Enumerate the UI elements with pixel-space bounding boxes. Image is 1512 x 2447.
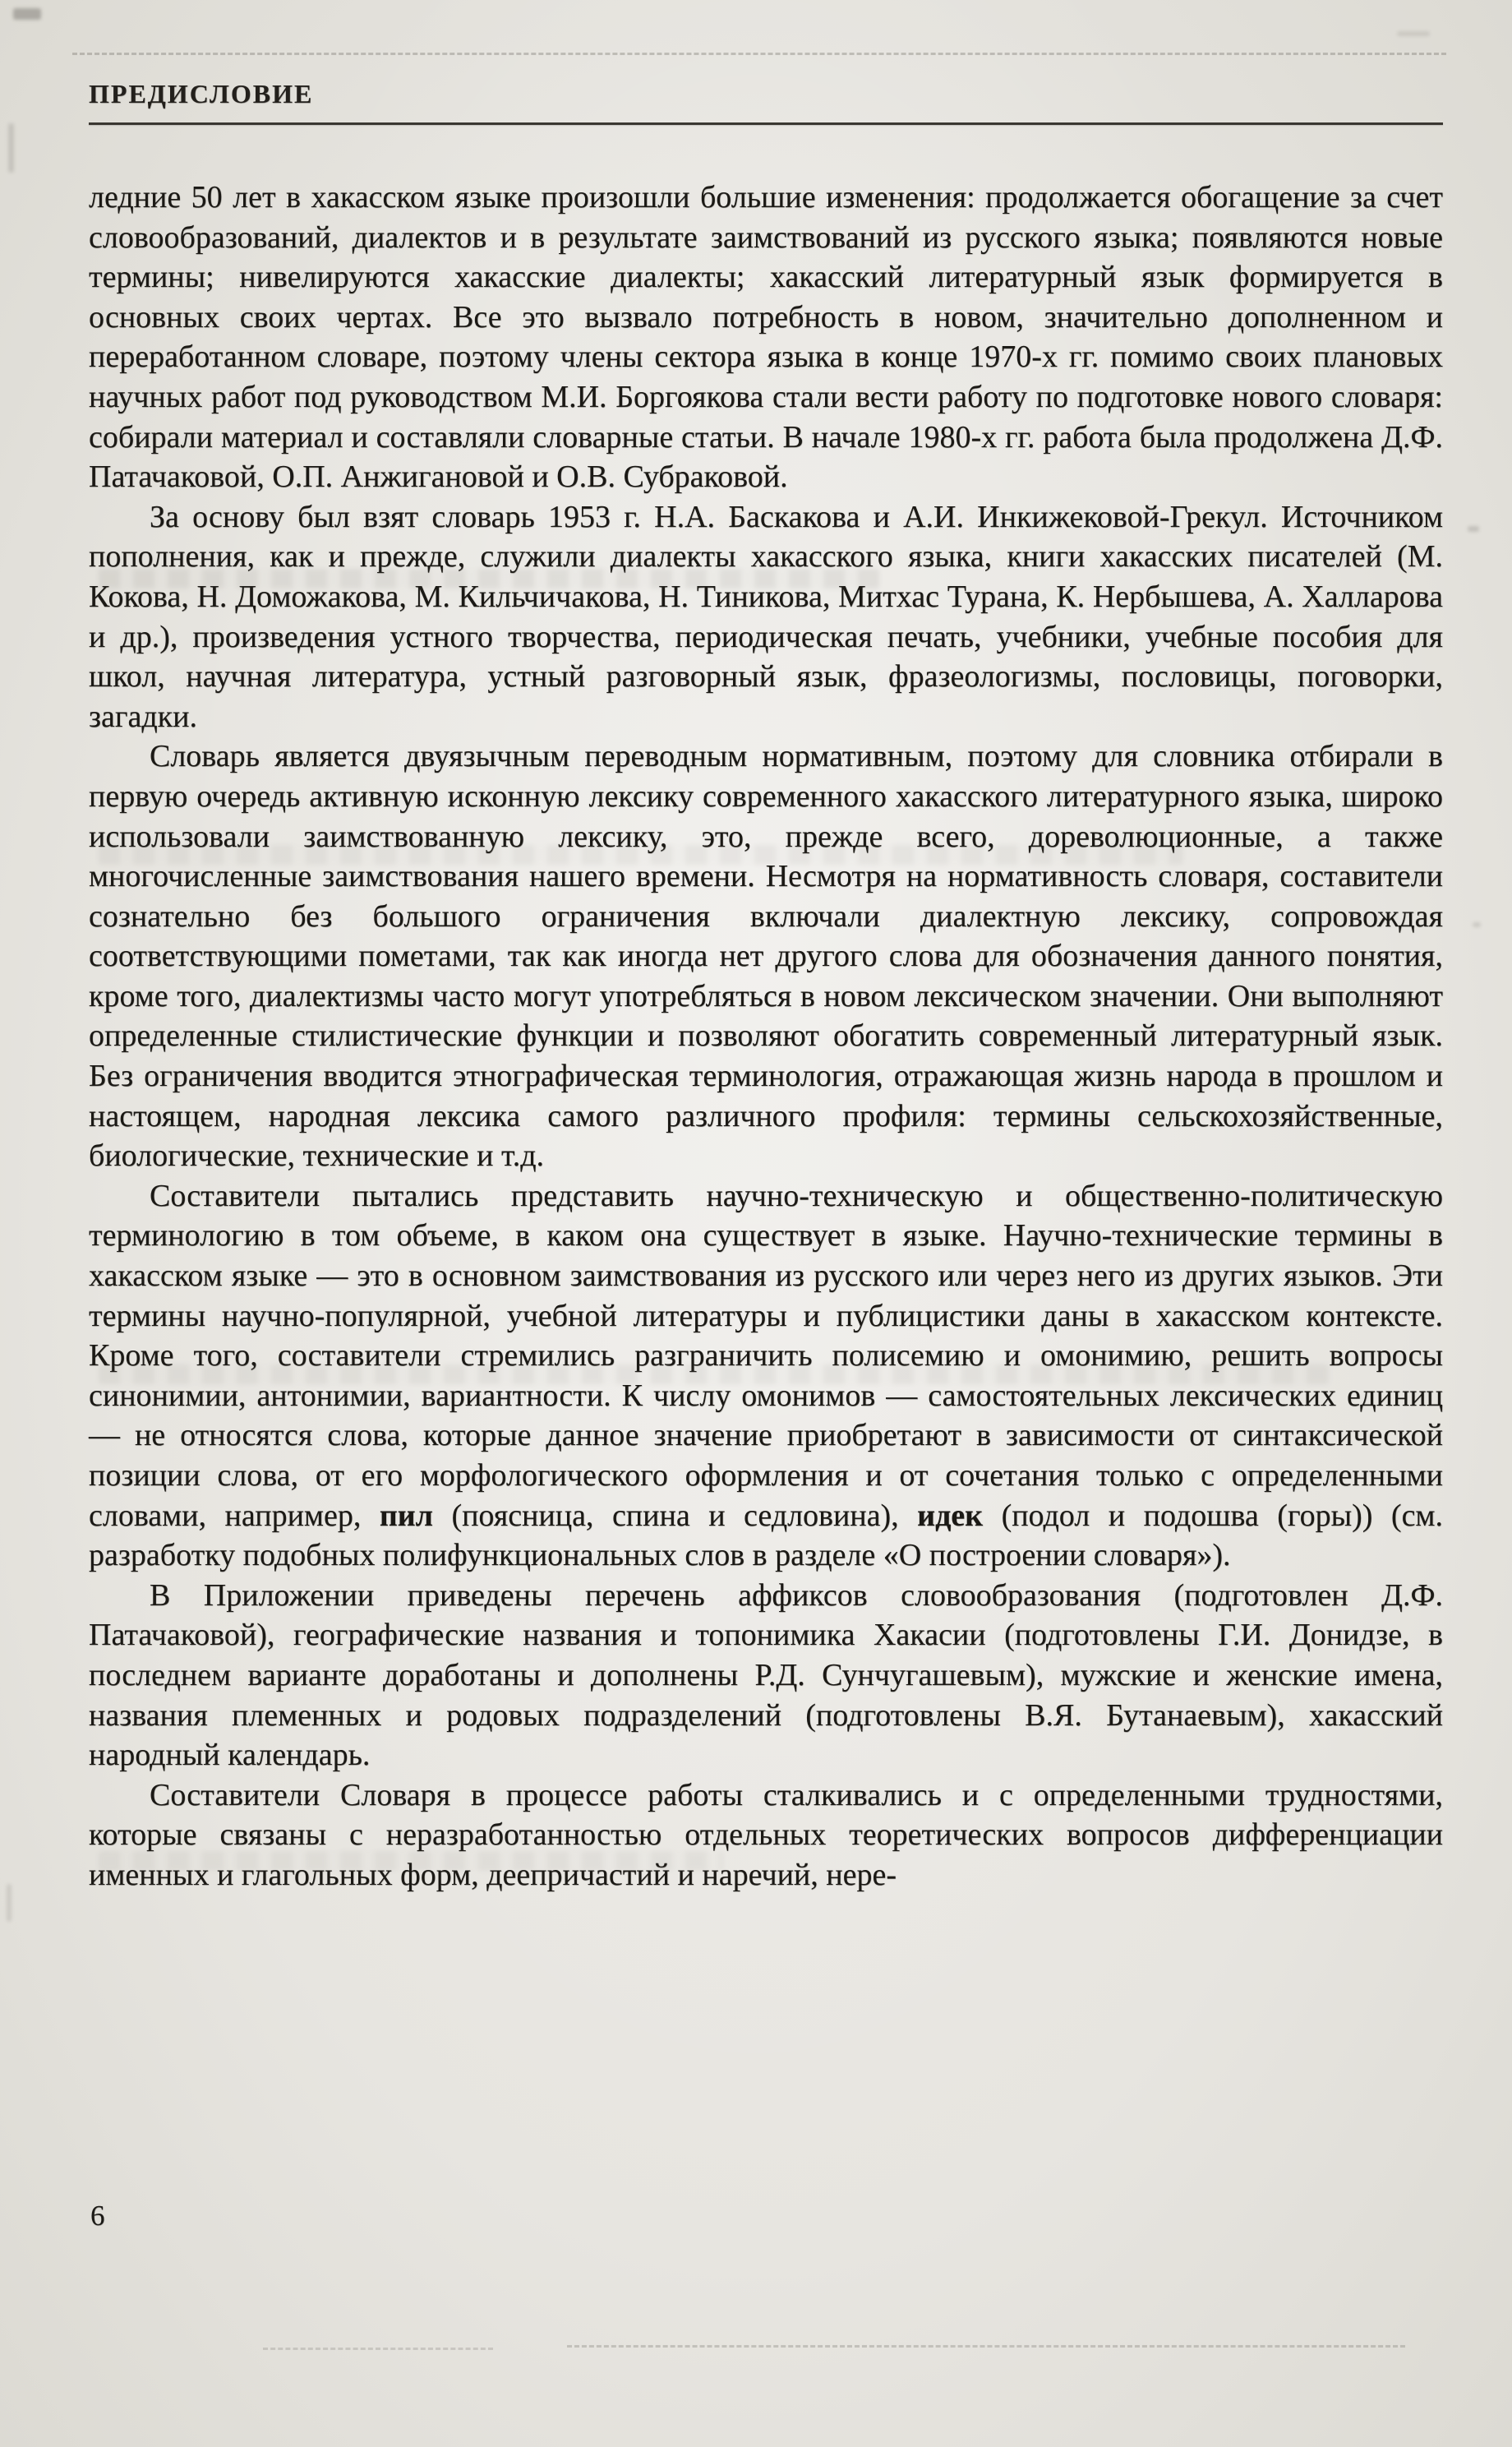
text-segment: Составители пытались представить научно-техническую и общественно-политическую терминологию в том объеме, в каком она существует в языке. Научно-технические термины в хакасском языке — это в основном заимствования из русского или через него из других языков. Эти термины научно-популярной, учебной литературы и публицистики даны в хакасском контексте. Кроме того, составители стремились разграничить полисемию и омонимию, решить вопросы синонимии, антонимии, вариантности. К числу омонимов — самостоятельных лексических единиц — не относятся слова, которые данное значение приобретают в зависимости от синтаксической позиции слова, от его морфологического оформления и от сочетания только с определенными словами, например,	[89, 1178, 1443, 1533]
text-segment: ледние 50 лет в хакасском языке произошли большие изменения: продолжается обогащение за счет словообразований, диалектов и в результате заимствований из русского языка; появляются новые термины; нивелируются хакасские диалекты; хакасский литературный язык формируется в основных своих чертах. Все это вызвало потребность в новом, значительно дополненном и переработанном словаре, поэтому члены сектора языка в конце 1970-х гг. помимо своих плановых научных работ под руководством М.И. Боргоякова стали вести работу по подготовке нового словаря: собирали материал и составляли словарные статьи. В начале 1980-х гг. работа была продолжена Д.Ф. Патачаковой, О.П. Анжигановой и О.В. Субраковой.	[89, 180, 1443, 495]
text-segment: В Приложении приведены перечень аффиксов словообразования (подготовлен Д.Ф. Патачаковой), географические названия и топонимика Хакасии (подготовлены Г.И. Донидзе, в последнем варианте доработаны и дополнены Р.Д. Сунчугашевым), мужские и женские имена, названия племенных и родовых подразделений (подготовлены В.Я. Бутанаевым), хакасский народный календарь.	[89, 1577, 1443, 1773]
scan-artifact-bottom-line	[263, 2348, 493, 2350]
scan-artifact-bottom-line	[567, 2345, 1405, 2348]
text-segment: Составители Словаря в процессе работы сталкивались и с определенными трудностями, которые связаны с неразработанностью отдельных теоретических вопросов дифференциации именных и глагольных форм, деепричастий и наречий, нере-	[89, 1777, 1443, 1892]
scan-artifact-top-line	[72, 53, 1446, 55]
text-column	[89, 79, 1443, 1895]
scan-artifact	[13, 8, 41, 20]
running-header: ПРЕДИСЛОВИЕ	[89, 79, 314, 108]
scan-artifact	[1468, 526, 1479, 532]
paragraph	[89, 497, 1443, 737]
paragraph	[89, 1176, 1443, 1576]
scan-artifact	[8, 123, 14, 173]
text-segment: (поясница, спина и седловина),	[432, 1498, 918, 1533]
text-segment: Словарь является двуязычным переводным нормативным, поэтому для словника отбирали в первую очередь активную исконную лексику современного хакасского литературного языка, широко использовали заимствованную лексику, это, прежде всего, дореволюционные, а также многочисленные заимствования нашего времени. Несмотря на нормативность словаря, составители сознательно без большого ограничения включали диалектную лексику, сопровождая соответствующими пометами, так как иногда нет другого слова для обозначения данного понятия, кроме того, диалектизмы часто могут употребляться в новом лексическом значении. Они выполняют определенные стилистические функции и позволяют обогатить современный литературный язык. Без ограничения вводится этнографическая терминология, отражающая жизнь народа в прошлом и настоящем, народная лексика самого различного профиля: термины сельскохозяйственные, биологические, технические и т.д.	[89, 739, 1443, 1174]
scan-artifact	[7, 1884, 12, 1922]
text-segment: (подол и подошва (горы)) (см. разработку подобных полифункциональных слов в разделе «О построении словаря»).	[89, 1498, 1443, 1573]
scan-artifact	[1397, 31, 1430, 36]
paragraph	[89, 1576, 1443, 1775]
header-rule	[89, 122, 1443, 125]
paragraph	[89, 736, 1443, 1176]
emphasized-term: идек	[917, 1498, 984, 1533]
paragraph	[89, 178, 1443, 497]
body-text	[89, 178, 1443, 1895]
page-number: 6	[90, 2200, 105, 2232]
emphasized-term: пил	[379, 1498, 433, 1533]
paragraph	[89, 1775, 1443, 1895]
text-segment: За основу был взят словарь 1953 г. Н.А. Баскакова и А.И. Инкижековой-Грекул. Источником пополнения, как и прежде, служили диалекты хакасского языка, книги хакасских писателей (М. Кокова, Н. Доможакова, М. Кильчичакова, Н. Тиникова, Митхас Турана, К. Нербышева, А. Халларова и др.), произведения устного творчества, периодическая печать, учебники, учебные пособия для школ, научная литература, устный разговорный язык, фразеологизмы, пословицы, поговорки, загадки.	[89, 499, 1443, 734]
scan-artifact	[1473, 922, 1481, 927]
